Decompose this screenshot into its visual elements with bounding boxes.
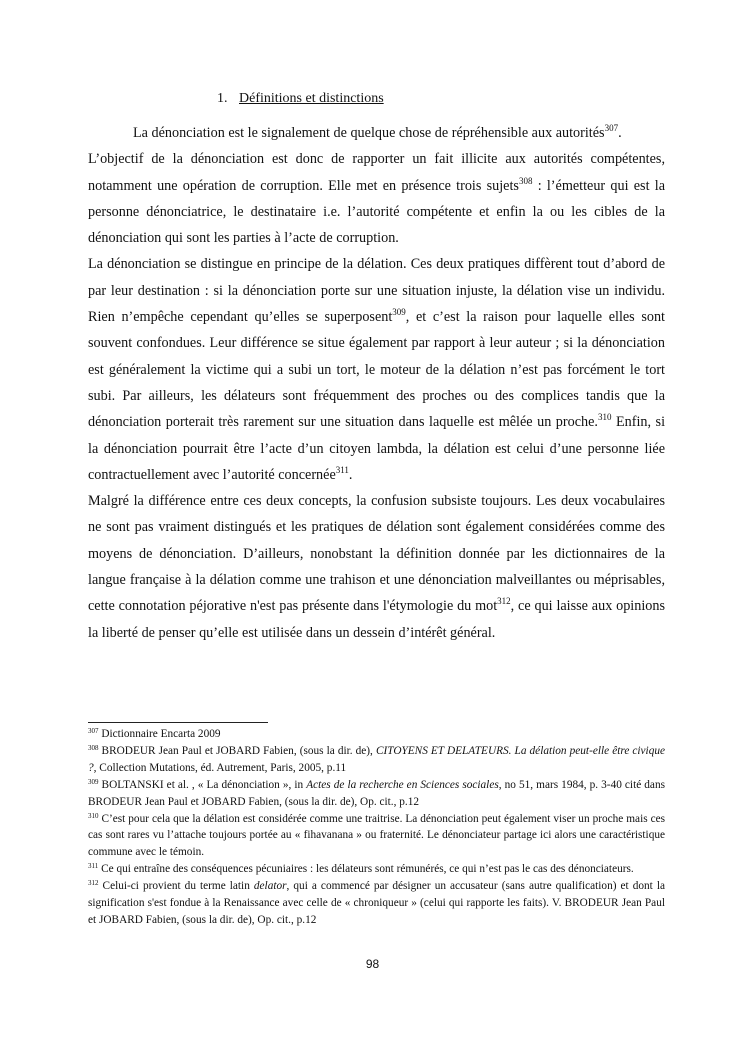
footnote-ref-311: 311 xyxy=(335,464,349,475)
footnote-separator xyxy=(88,722,268,723)
section-title: Définitions et distinctions xyxy=(239,91,384,106)
footnote-ref-309: 309 xyxy=(392,307,406,318)
footnote-ref-312: 312 xyxy=(497,596,511,607)
page-number: 98 xyxy=(365,957,380,971)
footnote-311: $^{311}$ Ce qui entraîne des conséquences pécuniaires : les délateurs sont rémunérés, ce qui n’est pas le cas des dénonciateurs. xyxy=(88,862,634,876)
body-text xyxy=(88,120,665,646)
footnote-ref-310: 310 xyxy=(597,412,612,423)
paragraph-4: Malgré la différence entre ces deux concepts, la confusion subsiste toujours. Les deux vocabulaires ne sont pas vraiment distingués et les pratiques de délation sont également considérées comme des moyens de dénonciation. D’ailleurs, nonobstant la définition donnée par les dictionnaires de la langue française à la délation comme une trahison et une dénonciation malveillantes ou méprisables, cette connotation péjorative n'est pas présente dans l'étymologie du mot$^{312}$, ce qui laisse aux opinions la liberté de penser qu’elle est utilisée dans un dessein d’intérêt général. xyxy=(88,493,665,641)
paragraph-1: La dénonciation est le signalement de quelque chose de répréhensible aux autorités$^{307}$. xyxy=(133,123,622,141)
footnote-310: $^{310}$ C’est pour cela que la délation est considérée comme une traitrise. La dénonciation peut également viser un proche mais ces cas sont rares vu l’attache toujours portée au « fihavanana » ou fraternité. Le dénonciateur partage ici alors une caractéristique commune avec le témoin. xyxy=(88,811,665,859)
footnotes xyxy=(88,726,665,929)
section-number: 1. xyxy=(217,91,228,106)
section-heading xyxy=(217,90,384,108)
footnote-307: $^{307}$ Dictionnaire Encarta 2009 xyxy=(88,727,221,740)
paragraph-2: L’objectif de la dénonciation est donc de rapporter un fait illicite aux autorités compétentes, notamment une opération de corruption. Elle met en présence trois sujets$^{308}$ : l’émetteur qui est la personne dénonciatrice, le destinataire i.e. l’autorité compétente et enfin la ou les cibles de la dénonciation qui sont les parties à l’acte de corruption. xyxy=(88,151,665,247)
footnote-312: $^{312}$ Celui-ci provient du terme latin delator, qui a commencé par désigner un accusateur (sans autre qualification) et dont la signification s'est fondue à la Renaissance avec celle de « chroniqueur » (celui qui rapporte les faits). V. BRODEUR Jean Paul et JOBARD Fabien, (sous la dir. de), Op. cit., p.12 xyxy=(88,879,665,926)
footnote-ref-308: 308 xyxy=(518,175,533,186)
footnote-ref-307: 307 xyxy=(604,123,619,133)
footnote-309: $^{309}$ BOLTANSKI et al. , « La dénonciation », in Actes de la recherche en Sciences sociales, no 51, mars 1984, p. 3-40 cité dans BRODEUR Jean Paul et JOBARD Fabien, (sous la dir. de), Op. cit., p.12 xyxy=(88,777,665,808)
footnote-308: $^{308}$ BRODEUR Jean Paul et JOBARD Fabien, (sous la dir. de), CITOYENS ET DELATEURS. La délation peut-elle être civique ?, Collection Mutations, éd. Autrement, Paris, 2005, p.11 xyxy=(88,743,666,774)
paragraph-3: La dénonciation se distingue en principe de la délation. Ces deux pratiques diffèrent tout d’abord de par leur destination : si la dénonciation porte sur une situation injuste, la délation vise un individu. Rien n’empêche cependant qu’elles se superposent$^{309}$, et c’est la raison pour laquelle elles sont souvent confondues. Leur différence se situe également par rapport à leur auteur ; si la dénonciation est généralement la victime qui a subi un tort, le moteur de la délation n’est pas forcément le tort subi. Par ailleurs, les délateurs sont fréquemment des proches ou des complices tandis que la dénonciation porterait très rarement sur une situation dans laquelle est mêlée un proche.$^{310}$ Enfin, si la dénonciation pourrait être l’acte d’un citoyen lambda, la délation est celui d’une personne liée contractuellement avec l’autorité concernée$^{311}$. xyxy=(88,256,666,483)
